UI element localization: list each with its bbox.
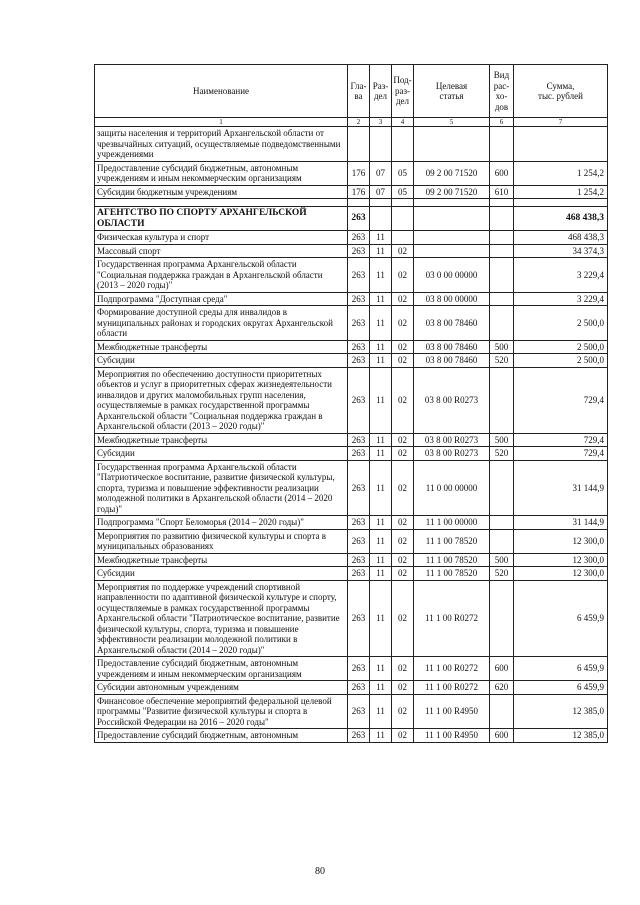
row-glava-cell: 263 — [348, 553, 370, 567]
row-name-cell: Мероприятия по развитию физической культуры и спорта в муниципальных образованиях — [95, 529, 348, 553]
row-glava-cell — [348, 199, 370, 207]
row-target-cell: 11 1 00 00000 — [414, 516, 490, 530]
table-row — [95, 367, 608, 433]
row-name-cell: Субсидии бюджетным учреждениям — [95, 185, 348, 199]
header-podrazdel-text: Под- раз- дел — [393, 75, 412, 107]
row-glava-cell: 263 — [348, 580, 370, 657]
row-glava-cell: 263 — [348, 681, 370, 695]
row-vid-cell: 620 — [490, 681, 514, 695]
row-razdel-cell: 11 — [370, 681, 392, 695]
row-sum-cell: 468 438,3 — [514, 207, 608, 231]
row-target-cell: 11 0 00 00000 — [414, 460, 490, 516]
row-podrazdel-cell: 02 — [392, 460, 414, 516]
row-vid-cell — [490, 367, 514, 433]
row-vid-cell — [490, 199, 514, 207]
row-razdel-cell: 11 — [370, 258, 392, 293]
table-body — [95, 127, 608, 743]
row-glava-cell: 263 — [348, 244, 370, 258]
row-podrazdel-cell: 02 — [392, 567, 414, 581]
header-razdel — [370, 65, 392, 118]
row-target-cell — [414, 231, 490, 245]
row-glava-cell: 263 — [348, 258, 370, 293]
col-number: 5 — [414, 118, 490, 127]
row-name-cell: Мероприятия по обеспечению доступности приоритетных объектов и услуг в приоритетных сферах жизнедеятельности инвалидов и других маломобильных групп населения, осуществляемые в рамках государственной программы Архангельской области "Социальная поддержка граждан в Архангельской области (2013 – 2020 годы)" — [95, 367, 348, 433]
row-name-cell: Предоставление субсидий бюджетным, автономным учреждениям и иным некоммерческим организациям — [95, 161, 348, 185]
column-number-row — [95, 118, 608, 127]
row-sum-cell: 6 459,9 — [514, 657, 608, 681]
row-vid-cell: 500 — [490, 433, 514, 447]
row-glava-cell: 263 — [348, 433, 370, 447]
row-vid-cell: 520 — [490, 354, 514, 368]
row-razdel-cell: 11 — [370, 516, 392, 530]
table-row — [95, 657, 608, 681]
row-glava-cell — [348, 127, 370, 162]
table-row — [95, 292, 608, 306]
row-glava-cell: 263 — [348, 306, 370, 341]
col-number: 3 — [370, 118, 392, 127]
row-razdel-cell: 11 — [370, 529, 392, 553]
row-name-cell: Межбюджетные трансферты — [95, 340, 348, 354]
row-glava-cell: 263 — [348, 729, 370, 743]
page-number: 80 — [315, 866, 325, 877]
row-sum-cell: 2 500,0 — [514, 306, 608, 341]
row-vid-cell — [490, 207, 514, 231]
row-glava-cell: 176 — [348, 161, 370, 185]
header-target — [414, 65, 490, 118]
budget-table — [94, 64, 608, 743]
row-name-cell: Подпрограмма "Спорт Беломорья (2014 – 2020 годы)" — [95, 516, 348, 530]
row-sum-cell: 468 438,3 — [514, 231, 608, 245]
row-name-cell: Межбюджетные трансферты — [95, 433, 348, 447]
row-vid-cell: 520 — [490, 567, 514, 581]
table-row — [95, 306, 608, 341]
row-sum-cell: 6 459,9 — [514, 580, 608, 657]
row-sum-cell: 1 254,2 — [514, 185, 608, 199]
row-podrazdel-cell — [392, 199, 414, 207]
row-podrazdel-cell: 02 — [392, 340, 414, 354]
row-glava-cell: 263 — [348, 460, 370, 516]
header-glava — [348, 65, 370, 118]
row-name-cell: Предоставление субсидий бюджетным, автономным учреждениям и иным некоммерческим организациям — [95, 657, 348, 681]
row-vid-cell — [490, 244, 514, 258]
row-target-cell: 03 0 00 00000 — [414, 258, 490, 293]
row-glava-cell: 263 — [348, 231, 370, 245]
row-glava-cell: 263 — [348, 657, 370, 681]
row-podrazdel-cell: 02 — [392, 433, 414, 447]
table-row — [95, 207, 608, 231]
row-sum-cell: 2 500,0 — [514, 354, 608, 368]
table-row — [95, 185, 608, 199]
row-razdel-cell — [370, 199, 392, 207]
row-target-cell: 11 1 00 78520 — [414, 553, 490, 567]
col-number: 4 — [392, 118, 414, 127]
row-razdel-cell: 11 — [370, 340, 392, 354]
row-glava-cell: 263 — [348, 292, 370, 306]
row-razdel-cell: 07 — [370, 161, 392, 185]
table-row — [95, 258, 608, 293]
row-sum-cell: 729,4 — [514, 433, 608, 447]
row-target-cell: 11 1 00 R4950 — [414, 729, 490, 743]
table-row — [95, 161, 608, 185]
table-row — [95, 729, 608, 743]
row-target-cell: 03 8 00 78460 — [414, 354, 490, 368]
row-name-cell: Мероприятия по поддержке учреждений спортивной направленности по адаптивной физической культуре и спорту, осуществляемые в рамках государственной программы Архангельской области "Патриотическое воспитание, развитие физической культуры, спорта, туризма и повышение эффективности реализации молодежной политики в Архангельской области (2014 – 2020 годы)" — [95, 580, 348, 657]
table-row — [95, 681, 608, 695]
header-podrazdel — [392, 65, 414, 118]
row-podrazdel-cell: 02 — [392, 367, 414, 433]
row-glava-cell: 176 — [348, 185, 370, 199]
row-name-cell: Субсидии — [95, 354, 348, 368]
row-sum-cell: 729,4 — [514, 447, 608, 461]
row-sum-cell: 6 459,9 — [514, 681, 608, 695]
row-glava-cell: 263 — [348, 340, 370, 354]
row-vid-cell — [490, 258, 514, 293]
row-target-cell — [414, 244, 490, 258]
header-razdel-text: Раз- дел — [372, 80, 389, 101]
row-target-cell: 03 8 00 00000 — [414, 292, 490, 306]
row-target-cell: 03 8 00 R0273 — [414, 433, 490, 447]
col-number: 7 — [514, 118, 608, 127]
header-vid — [490, 65, 514, 118]
row-vid-cell: 500 — [490, 340, 514, 354]
row-sum-cell — [514, 199, 608, 207]
row-razdel-cell: 07 — [370, 185, 392, 199]
row-name-cell: Государственная программа Архангельской области "Социальная поддержка граждан в Архангельской области (2013 – 2020 годы)" — [95, 258, 348, 293]
row-name-cell: АГЕНТСТВО ПО СПОРТУ АРХАНГЕЛЬСКОЙ ОБЛАСТИ — [95, 207, 348, 231]
row-sum-cell: 12 300,0 — [514, 567, 608, 581]
row-vid-cell — [490, 231, 514, 245]
header-vid-text: Вид рас- хо- дов — [493, 70, 510, 112]
row-target-cell: 11 1 00 78520 — [414, 529, 490, 553]
row-razdel-cell: 11 — [370, 447, 392, 461]
table-row — [95, 529, 608, 553]
row-podrazdel-cell: 02 — [392, 694, 414, 729]
table-row — [95, 553, 608, 567]
row-target-cell — [414, 199, 490, 207]
row-razdel-cell: 11 — [370, 460, 392, 516]
row-podrazdel-cell: 02 — [392, 729, 414, 743]
row-podrazdel-cell: 02 — [392, 258, 414, 293]
spacer-row — [95, 199, 608, 207]
row-name-cell: Подпрограмма "Доступная среда" — [95, 292, 348, 306]
row-name-cell — [95, 199, 348, 207]
row-target-cell: 11 1 00 R0272 — [414, 580, 490, 657]
row-vid-cell — [490, 516, 514, 530]
row-sum-cell: 12 300,0 — [514, 529, 608, 553]
header-glava-text: Гла- ва — [350, 80, 367, 101]
row-sum-cell: 3 229,4 — [514, 258, 608, 293]
row-podrazdel-cell: 05 — [392, 161, 414, 185]
row-podrazdel-cell — [392, 207, 414, 231]
row-target-cell: 11 1 00 R0272 — [414, 657, 490, 681]
row-name-cell: Предоставление субсидий бюджетным, автономным — [95, 729, 348, 743]
row-vid-cell — [490, 580, 514, 657]
row-vid-cell — [490, 292, 514, 306]
table-row — [95, 127, 608, 162]
row-sum-cell: 34 374,3 — [514, 244, 608, 258]
row-razdel-cell: 11 — [370, 729, 392, 743]
row-vid-cell: 600 — [490, 657, 514, 681]
row-vid-cell — [490, 694, 514, 729]
row-target-cell: 11 1 00 78520 — [414, 567, 490, 581]
header-sum — [514, 65, 608, 118]
row-podrazdel-cell: 02 — [392, 447, 414, 461]
row-sum-cell — [514, 127, 608, 162]
row-target-cell: 11 1 00 R4950 — [414, 694, 490, 729]
row-glava-cell: 263 — [348, 367, 370, 433]
row-name-cell: Финансовое обеспечение мероприятий федеральной целевой программы "Развитие физической культуры и спорта в Российской Федерации на 2016 – 2020 годы" — [95, 694, 348, 729]
row-sum-cell: 31 144,9 — [514, 460, 608, 516]
table-row — [95, 516, 608, 530]
row-glava-cell: 263 — [348, 354, 370, 368]
row-name-cell: Государственная программа Архангельской области "Патриотическое воспитание, развитие физической культуры, спорта, туризма и повышение эффективности реализации молодежной политики в Архангельской области (2014 – 2020 годы)" — [95, 460, 348, 516]
header-name: Наименование — [95, 65, 348, 118]
row-podrazdel-cell: 02 — [392, 553, 414, 567]
table-row — [95, 433, 608, 447]
row-podrazdel-cell: 02 — [392, 580, 414, 657]
row-vid-cell: 520 — [490, 447, 514, 461]
row-target-cell: 03 8 00 R0273 — [414, 447, 490, 461]
table-row — [95, 340, 608, 354]
row-target-cell — [414, 207, 490, 231]
row-podrazdel-cell: 02 — [392, 244, 414, 258]
row-podrazdel-cell — [392, 231, 414, 245]
row-podrazdel-cell: 02 — [392, 306, 414, 341]
row-podrazdel-cell: 02 — [392, 529, 414, 553]
row-sum-cell: 3 229,4 — [514, 292, 608, 306]
row-vid-cell: 600 — [490, 729, 514, 743]
row-razdel-cell: 11 — [370, 292, 392, 306]
row-target-cell: 09 2 00 71520 — [414, 161, 490, 185]
row-sum-cell: 31 144,9 — [514, 516, 608, 530]
table-row — [95, 447, 608, 461]
row-target-cell: 03 8 00 78460 — [414, 306, 490, 341]
row-razdel-cell: 11 — [370, 231, 392, 245]
row-podrazdel-cell: 02 — [392, 681, 414, 695]
row-razdel-cell: 11 — [370, 657, 392, 681]
row-glava-cell: 263 — [348, 447, 370, 461]
row-vid-cell: 500 — [490, 553, 514, 567]
row-razdel-cell: 11 — [370, 580, 392, 657]
row-glava-cell: 263 — [348, 207, 370, 231]
table-row — [95, 354, 608, 368]
row-sum-cell: 729,4 — [514, 367, 608, 433]
header-sum-text: Сумма, тыс. рублей — [538, 80, 583, 101]
row-razdel-cell — [370, 207, 392, 231]
row-name-cell: Физическая культура и спорт — [95, 231, 348, 245]
row-name-cell: защиты населения и территорий Архангельской области от чрезвычайных ситуаций, осуществляемые подведомственными учреждениями — [95, 127, 348, 162]
row-name-cell: Массовый спорт — [95, 244, 348, 258]
row-target-cell: 03 8 00 R0273 — [414, 367, 490, 433]
budget-table-container — [94, 64, 607, 743]
row-name-cell: Субсидии — [95, 567, 348, 581]
row-sum-cell: 12 385,0 — [514, 729, 608, 743]
row-razdel-cell: 11 — [370, 306, 392, 341]
row-sum-cell: 2 500,0 — [514, 340, 608, 354]
row-target-cell — [414, 127, 490, 162]
row-name-cell: Субсидии автономным учреждениям — [95, 681, 348, 695]
row-glava-cell: 263 — [348, 516, 370, 530]
table-row — [95, 244, 608, 258]
row-glava-cell: 263 — [348, 567, 370, 581]
col-number: 2 — [348, 118, 370, 127]
row-podrazdel-cell — [392, 127, 414, 162]
table-row — [95, 231, 608, 245]
row-glava-cell: 263 — [348, 694, 370, 729]
row-razdel-cell: 11 — [370, 433, 392, 447]
row-razdel-cell: 11 — [370, 367, 392, 433]
row-target-cell: 03 8 00 78460 — [414, 340, 490, 354]
table-row — [95, 694, 608, 729]
row-vid-cell: 610 — [490, 185, 514, 199]
row-sum-cell: 12 300,0 — [514, 553, 608, 567]
row-name-cell: Субсидии — [95, 447, 348, 461]
row-name-cell: Формирование доступной среды для инвалидов в муниципальных районах и городских округах Архангельской области — [95, 306, 348, 341]
row-target-cell: 09 2 00 71520 — [414, 185, 490, 199]
row-podrazdel-cell: 02 — [392, 292, 414, 306]
row-razdel-cell: 11 — [370, 354, 392, 368]
row-sum-cell: 1 254,2 — [514, 161, 608, 185]
row-target-cell: 11 1 00 R0272 — [414, 681, 490, 695]
row-razdel-cell: 11 — [370, 553, 392, 567]
row-razdel-cell — [370, 127, 392, 162]
col-number: 6 — [490, 118, 514, 127]
col-number: 1 — [95, 118, 348, 127]
row-vid-cell — [490, 529, 514, 553]
row-podrazdel-cell: 02 — [392, 354, 414, 368]
row-vid-cell: 600 — [490, 161, 514, 185]
row-podrazdel-cell: 02 — [392, 657, 414, 681]
header-target-text: Целевая статья — [435, 80, 468, 101]
row-razdel-cell: 11 — [370, 244, 392, 258]
row-podrazdel-cell: 05 — [392, 185, 414, 199]
row-vid-cell — [490, 306, 514, 341]
row-sum-cell: 12 385,0 — [514, 694, 608, 729]
table-row — [95, 567, 608, 581]
row-razdel-cell: 11 — [370, 567, 392, 581]
row-podrazdel-cell: 02 — [392, 516, 414, 530]
table-header-row — [95, 65, 608, 118]
table-row — [95, 580, 608, 657]
row-razdel-cell: 11 — [370, 694, 392, 729]
table-row — [95, 460, 608, 516]
row-name-cell: Межбюджетные трансферты — [95, 553, 348, 567]
row-vid-cell — [490, 460, 514, 516]
row-glava-cell: 263 — [348, 529, 370, 553]
row-vid-cell — [490, 127, 514, 162]
